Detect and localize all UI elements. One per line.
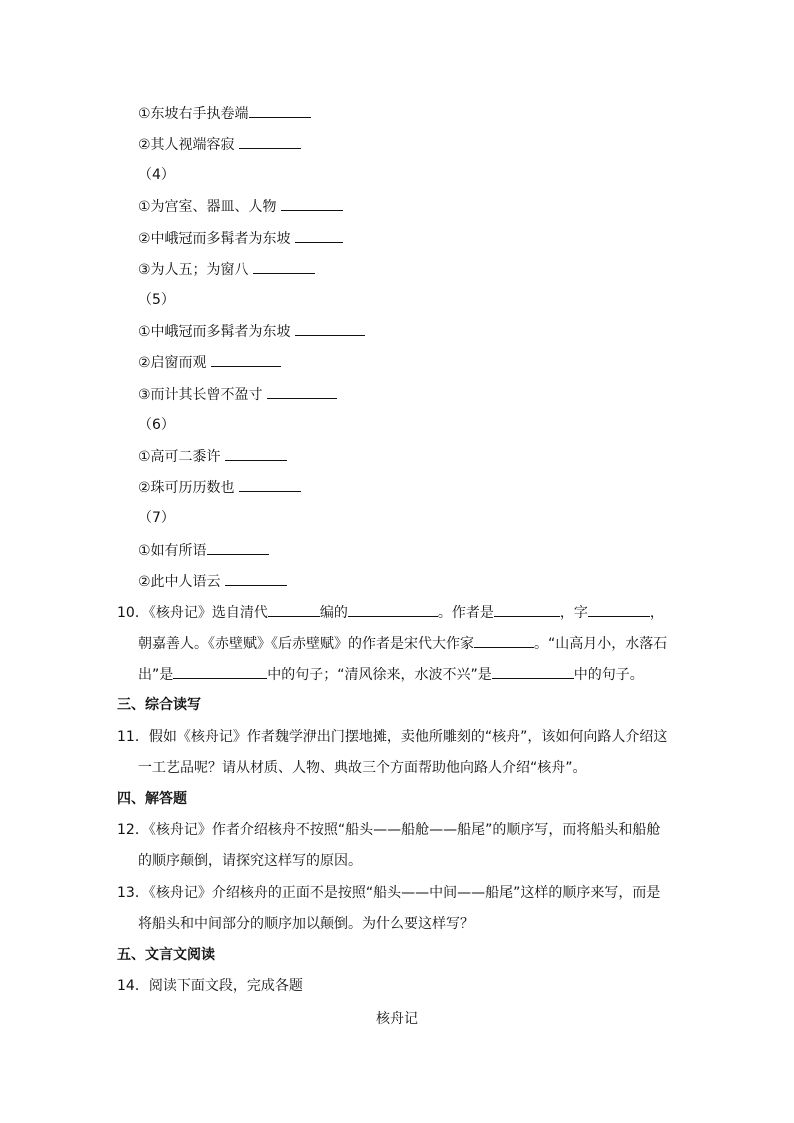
answer-blank[interactable] <box>225 571 287 586</box>
answer-blank[interactable] <box>281 196 343 211</box>
q5-item-1: ①中峨冠而多髯者为东坡 <box>138 321 365 342</box>
part-4-label: （4） <box>138 167 175 183</box>
question-14: 14．阅读下面文段，完成各题 <box>117 978 303 994</box>
answer-blank[interactable] <box>348 602 438 617</box>
q3-item-1: ①东坡右手执卷端 <box>138 103 311 124</box>
answer-blank[interactable] <box>207 540 269 555</box>
answer-blank[interactable] <box>249 103 311 118</box>
part-5-label: （5） <box>138 292 175 308</box>
question-12-line-1: 12．《核舟记》作者介绍核舟不按照“船头——船舱——船尾”的顺序写，而将船头和船舱 <box>117 822 661 838</box>
answer-blank[interactable] <box>253 259 315 274</box>
answer-blank[interactable] <box>267 384 337 399</box>
question-10-line-3: 出”是 中的句子；“清风徐来，水波不兴”是 中的句子。 <box>138 664 644 685</box>
question-13-line-1: 13．《核舟记》介绍核舟的正面不是按照“船头——中间——船尾”这样的顺序来写，而是 <box>117 885 661 901</box>
q5-item-2: ②启窗而观 <box>138 352 281 373</box>
q5-item-3: ③而计其长曾不盈寸 <box>138 384 337 405</box>
q4-item-2: ②中峨冠而多髯者为东坡 <box>138 228 343 249</box>
question-12-line-2: 的顺序颠倒，请探究这样写的原因。 <box>138 853 362 869</box>
answer-blank[interactable] <box>474 633 534 648</box>
section-4-heading: 四、解答题 <box>117 791 187 807</box>
q4-item-3: ③为人五；为窗八 <box>138 259 315 280</box>
question-13-line-2: 将船头和中间部分的顺序加以颠倒。为什么要这样写？ <box>138 916 474 932</box>
answer-blank[interactable] <box>295 321 365 336</box>
q7-item-1: ①如有所语 <box>138 540 269 561</box>
question-11-line-1: 11．假如《核舟记》作者魏学洢出门摆地摊，卖他所雕刻的“核舟”，该如何向路人介绍这 <box>117 729 668 745</box>
answer-blank[interactable] <box>494 602 560 617</box>
answer-blank[interactable] <box>239 477 301 492</box>
q7-item-2: ②此中人语云 <box>138 571 287 592</box>
question-10-line-2: 朝嘉善人。《赤壁赋》《后赤壁赋》的作者是宋代大作家 。“山高月小，水落石 <box>138 633 667 654</box>
q6-item-2: ②珠可历历数也 <box>138 477 301 498</box>
q3-item-2: ②其人视端容寂 <box>138 134 301 155</box>
part-7-label: （7） <box>138 510 175 526</box>
passage-title: 核舟记 <box>376 1011 418 1027</box>
question-10-line-1: 10．《核舟记》选自清代 编的 。作者是 ，字 ， <box>117 602 685 623</box>
section-3-heading: 三、综合读写 <box>117 697 201 713</box>
part-6-label: （6） <box>138 417 175 433</box>
answer-blank[interactable] <box>173 664 267 679</box>
answer-blank[interactable] <box>268 602 320 617</box>
answer-blank[interactable] <box>211 352 281 367</box>
answer-blank[interactable] <box>239 134 301 149</box>
answer-blank[interactable] <box>295 228 343 243</box>
answer-blank[interactable] <box>225 446 287 461</box>
q6-item-1: ①高可二黍许 <box>138 446 287 467</box>
section-5-heading: 五、文言文阅读 <box>117 947 215 963</box>
q4-item-1: ①为宫室、器皿、人物 <box>138 196 343 217</box>
question-11-line-2: 一工艺品呢？请从材质、人物、典故三个方面帮助他向路人介绍“核舟”。 <box>138 760 587 776</box>
answer-blank[interactable] <box>588 602 650 617</box>
answer-blank[interactable] <box>492 664 574 679</box>
